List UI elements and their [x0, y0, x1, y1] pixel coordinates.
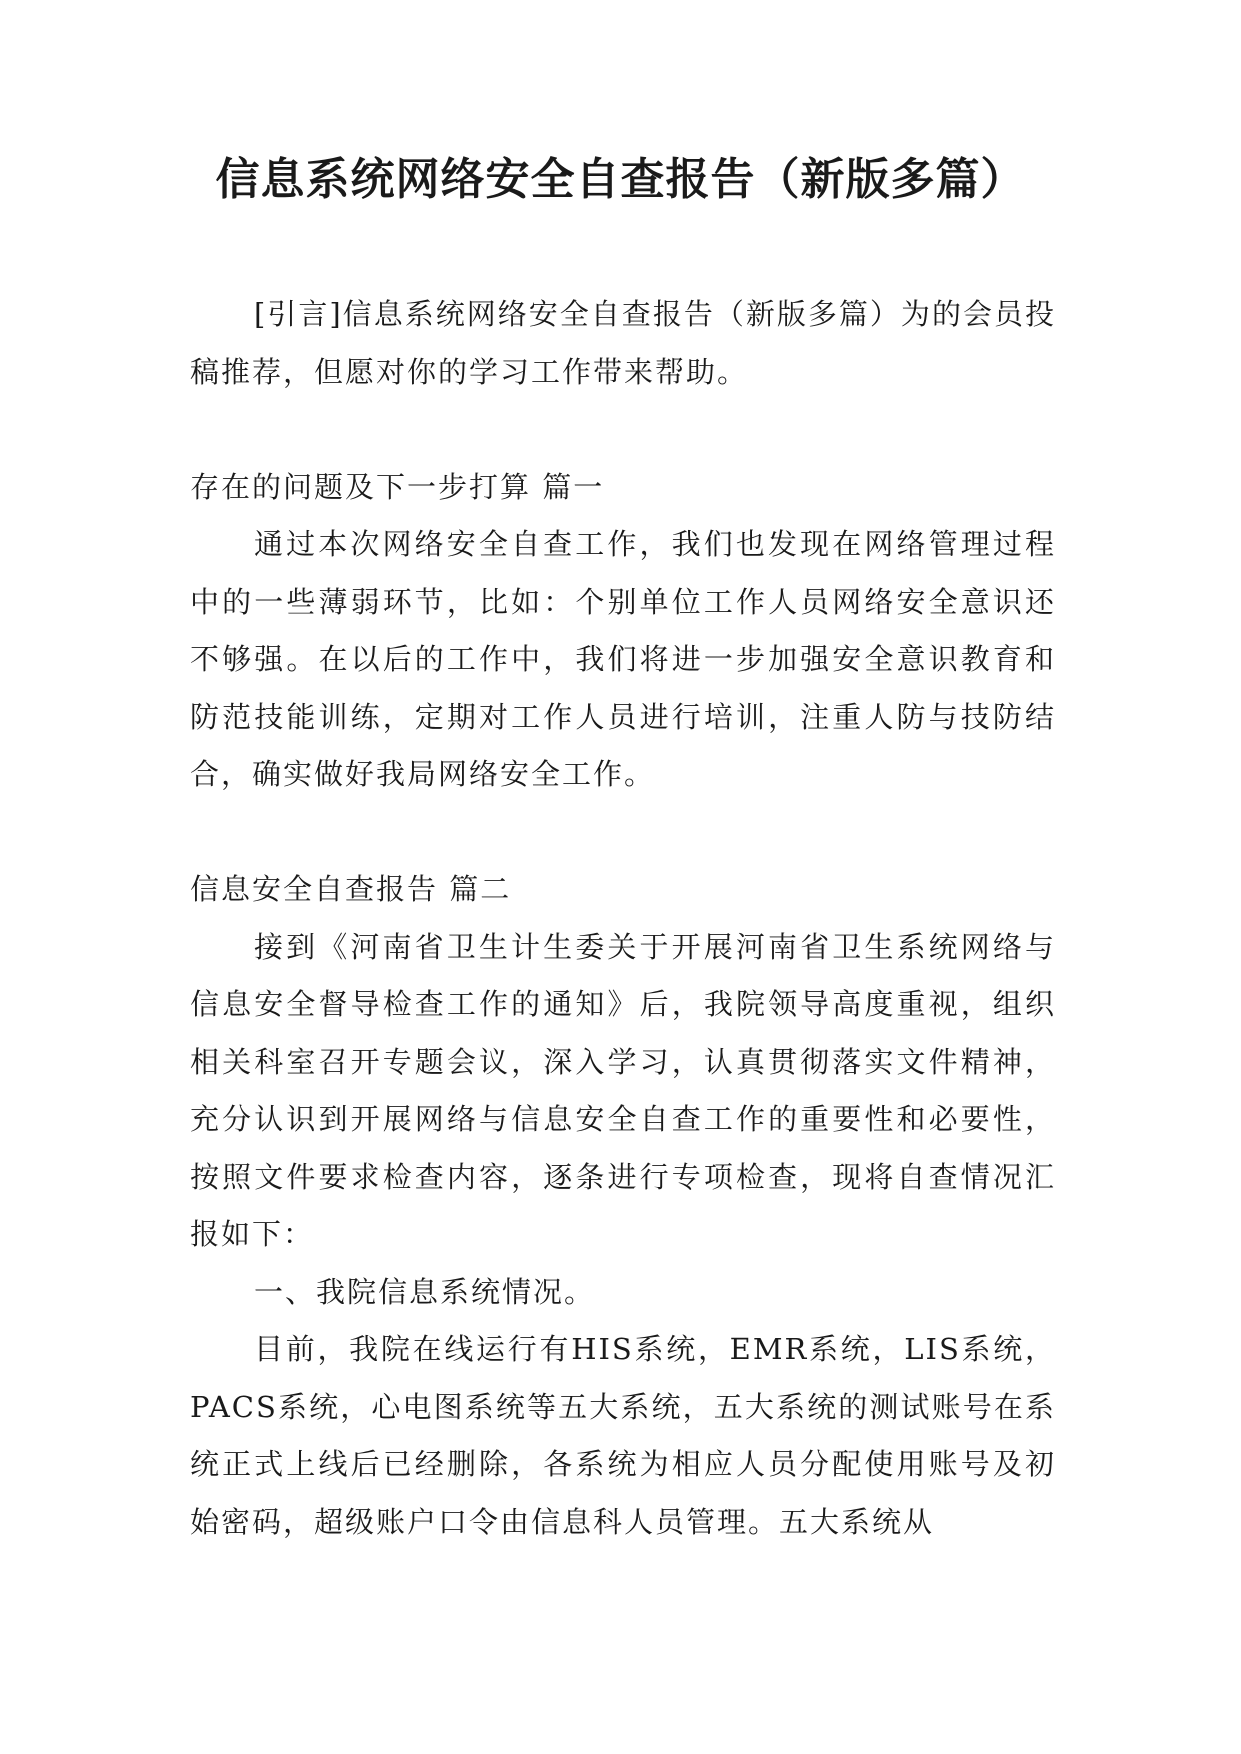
paragraph-spacer	[190, 804, 1056, 862]
intro-paragraph: [引言]信息系统网络安全自查报告（新版多篇）为的会员投稿推荐，但愿对你的学习工作带来帮助。	[190, 297, 1056, 389]
body-paragraph: 接到《河南省卫生计生委关于开展河南省卫生系统网络与信息安全督导检查工作的通知》后，我院领导高度重视，组织相关科室召开专题会议，深入学习，认真贯彻落实文件精神，充分认识到开展网络与信息安全自查工作的重要性和必要性，按照文件要求检查内容，逐条进行专项检查，现将自查情况汇报如下：	[190, 929, 1056, 1251]
paragraph-spacer	[190, 401, 1056, 459]
section-heading-part-two: 信息安全自查报告 篇二	[190, 872, 512, 906]
document-body	[190, 286, 1056, 1551]
body-paragraph: 目前，我院在线运行有HIS系统，EMR系统，LIS系统，PACS系统，心电图系统等五大系统，五大系统的测试账号在系统正式上线后已经删除，各系统为相应人员分配使用账号及初始密码，超级账户口令由信息科人员管理。五大系统从	[190, 1332, 1056, 1539]
body-paragraph: 通过本次网络安全自查工作，我们也发现在网络管理过程中的一些薄弱环节，比如：个别单位工作人员网络安全意识还不够强。在以后的工作中，我们将进一步加强安全意识教育和防范技能训练，定期对工作人员进行培训，注重人防与技防结合，确实做好我局网络安全工作。	[190, 527, 1056, 791]
section-heading-part-one: 存在的问题及下一步打算 篇一	[190, 469, 605, 504]
subsection-heading: 一、我院信息系统情况。	[254, 1274, 596, 1309]
document-title: 信息系统网络安全自查报告（新版多篇）	[215, 154, 1026, 205]
